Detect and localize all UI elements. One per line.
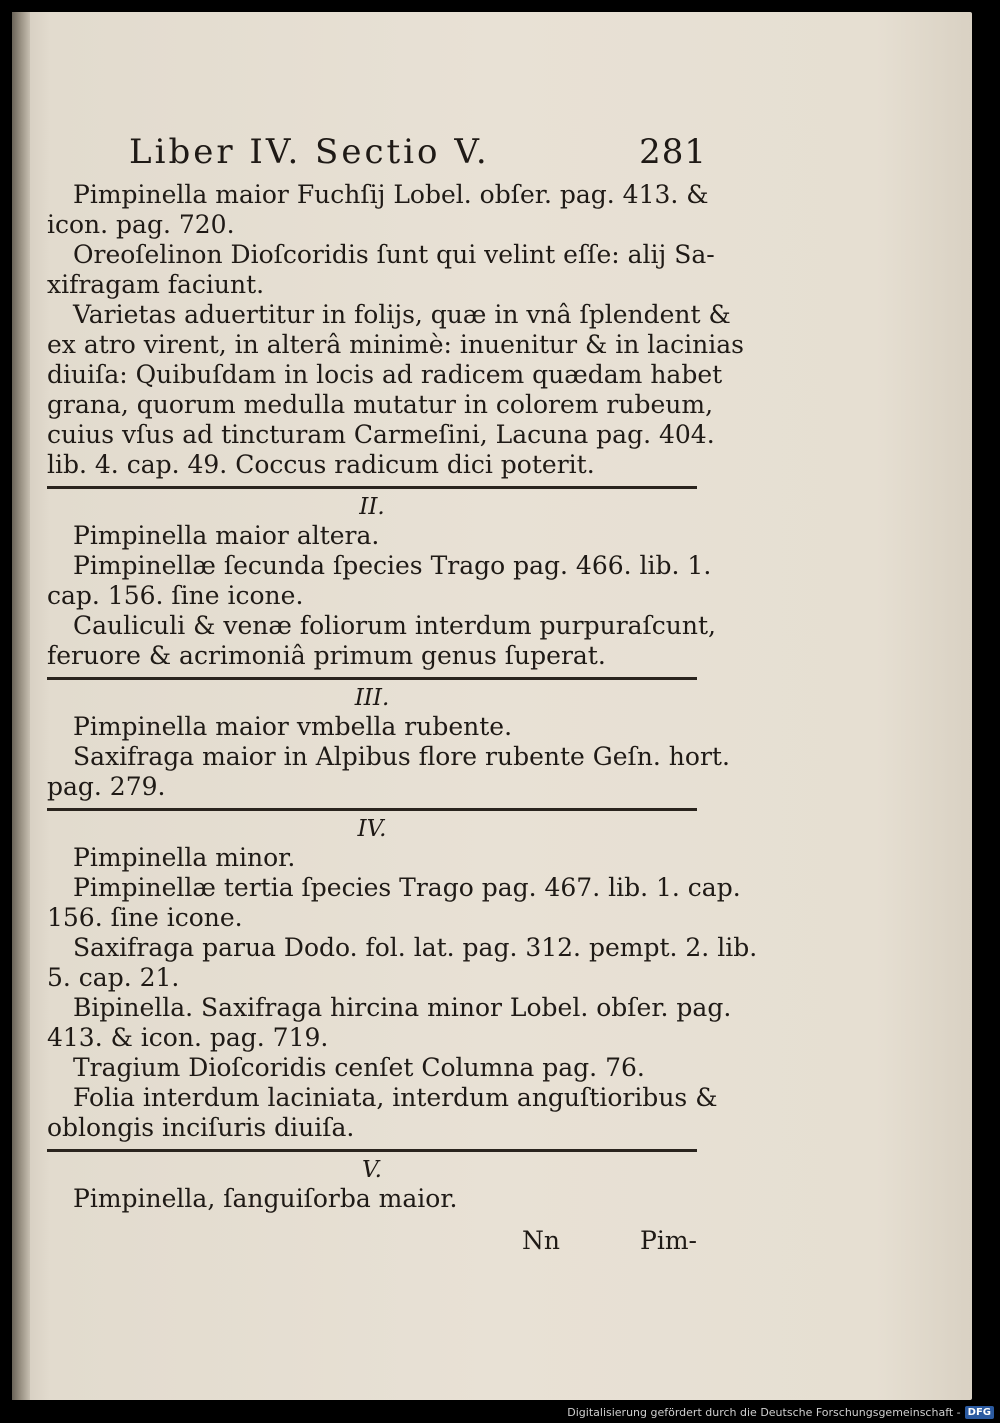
text-line: Saxifraga maior in Alpibus flore rubente Geſn. hort.	[73, 742, 730, 771]
text-line: diuiſa: Quibuſdam in locis ad radicem quædam habet	[47, 360, 723, 389]
book-page	[12, 12, 972, 1400]
section-divider-rule	[47, 808, 697, 811]
text-line: 5. cap. 21.	[47, 963, 180, 992]
catchword: Pim-	[640, 1226, 697, 1255]
running-title: Liber IV. Sectio V.	[129, 132, 490, 172]
text-line: Tragium Dioſcoridis cenſet Columna pag. 76.	[73, 1053, 645, 1082]
text-line: Folia interdum laciniata, interdum anguſtioribus &	[73, 1083, 718, 1112]
text-line: icon. pag. 720.	[47, 210, 235, 239]
text-line: lib. 4. cap. 49. Coccus radicum dici poterit.	[47, 450, 595, 479]
text-line: Pimpinellæ tertia ſpecies Trago pag. 467. lib. 1. cap.	[73, 873, 741, 902]
text-line: Pimpinella maior vmbella rubente.	[73, 712, 513, 741]
section-divider-rule	[47, 1149, 697, 1152]
text-line: Cauliculi & venæ foliorum interdum purpuraſcunt,	[73, 611, 716, 640]
section-numeral: II.	[359, 494, 385, 520]
text-line: Bipinella. Saxifraga hircina minor Lobel. obſer. pag.	[73, 993, 732, 1022]
text-line: Pimpinella, ſanguiſorba maior.	[73, 1184, 458, 1213]
text-line: Pimpinella maior Fuchſij Lobel. obſer. pag. 413. &	[73, 180, 709, 209]
text-line: Oreoſelinon Dioſcoridis ſunt qui velint eſſe: alij Sa-	[73, 240, 715, 269]
section-numeral: V.	[362, 1157, 382, 1183]
text-line: pag. 279.	[47, 772, 166, 801]
text-line: Saxifraga parua Dodo. fol. lat. pag. 312. pempt. 2. lib.	[73, 933, 758, 962]
text-line: ex atro virent, in alterâ minimè: inuenitur & in lacinias	[47, 330, 745, 359]
text-line: 156. ſine icone.	[47, 903, 243, 932]
text-line: Varietas aduertitur in folijs, quæ in vnâ ſplendent &	[73, 300, 731, 329]
page-number: 281	[639, 132, 707, 172]
book-spine-shadow	[12, 12, 30, 1400]
text-line: cap. 156. ſine icone.	[47, 581, 304, 610]
catchword-line	[47, 1226, 697, 1256]
text-line: Pimpinellæ ſecunda ſpecies Trago pag. 466. lib. 1.	[73, 551, 712, 580]
text-line: feruore & acrimoniâ primum genus ſuperat.	[47, 641, 606, 670]
signature-mark: Nn	[522, 1226, 561, 1255]
text-line: grana, quorum medulla mutatur in colorem rubeum,	[47, 390, 714, 419]
text-line: cuius vſus ad tincturam Carmeſini, Lacuna pag. 404.	[47, 420, 715, 449]
text-line: oblongis inciſuris diuiſa.	[47, 1113, 355, 1142]
entries-container	[47, 180, 758, 1214]
section-numeral: IV.	[357, 816, 387, 842]
running-header	[47, 132, 707, 180]
dfg-logo: DFG	[965, 1406, 994, 1419]
section-numeral: III.	[354, 685, 390, 711]
digitization-footer	[567, 1406, 994, 1419]
page-text-block	[47, 132, 758, 1256]
text-line: xifragam faciunt.	[47, 270, 265, 299]
text-line: 413. & icon. pag. 719.	[47, 1023, 329, 1052]
text-line: Pimpinella maior altera.	[73, 521, 380, 550]
footer-credit: Digitalisierung gefördert durch die Deutsche Forschungsgemeinschaft -	[567, 1406, 961, 1419]
section-divider-rule	[47, 677, 697, 680]
section-divider-rule	[47, 486, 697, 489]
text-line: Pimpinella minor.	[73, 843, 296, 872]
